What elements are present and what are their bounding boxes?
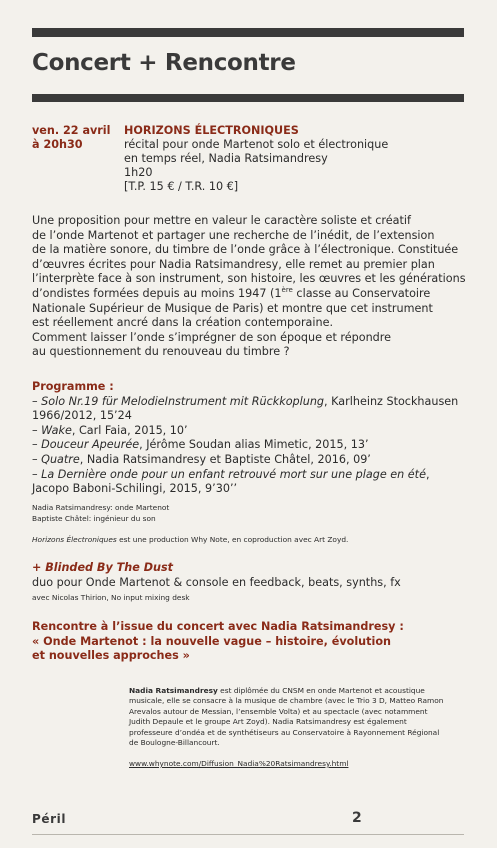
work-title: La Dernière onde pour un enfant retrouvé mort sur une plage en été (41, 467, 426, 481)
description-text: d’ondistes formées depuis au moins 1947 (1 (32, 286, 282, 300)
dash: – (32, 394, 42, 408)
blinded-heading: + Blinded By The Dust (32, 561, 173, 574)
work-details: , Jérôme Soudan alias Mimetic, 2015, 13’ (139, 438, 369, 452)
description-text: classe au Conservatoire (292, 286, 431, 300)
work-title: Douceur Apeurée (41, 438, 140, 452)
footer-rule (32, 834, 464, 835)
dash: – (32, 423, 42, 437)
bio-line: musicale, elle se consacre à la musique de chambre (avec le Trio 3 D, Matteo Ramon (129, 696, 444, 706)
top-rule (32, 28, 464, 37)
event-line: en temps réel, Nadia Ratsimandresy (124, 152, 328, 165)
superscript: ère (281, 285, 293, 294)
bio-line: professeure d’ondéa et de synthétiseurs au Conservatoire à Rayonnement Régional (129, 727, 440, 737)
description-line: est réellement ancré dans la création contemporaine. (32, 316, 334, 330)
page-number: 2 (352, 810, 362, 826)
dash: – (32, 438, 42, 452)
description-line: de l’onde Martenot et partager une recherche de l’inédit, de l’extension (32, 228, 435, 242)
programme-item (32, 453, 472, 468)
description-line: l’interprète face à son instrument, son histoire, les œuvres et les générations (32, 272, 466, 286)
event-time: à 20h30 (32, 138, 83, 151)
description-line (32, 287, 472, 302)
programme-section (32, 380, 472, 497)
work-details: , Karlheinz Stockhausen (324, 394, 459, 408)
rencontre-line: Rencontre à l’issue du concert avec Nadia Ratsimandresy : (32, 620, 404, 633)
description-line: Une proposition pour mettre en valeur le caractère soliste et créatif (32, 214, 411, 227)
programme-item (32, 438, 472, 453)
event-line: récital pour onde Martenot solo et électronique (124, 138, 389, 151)
event-details (124, 124, 388, 194)
work-title: Wake (41, 423, 72, 437)
work-details: , Carl Faia, 2015, 10’ (71, 423, 188, 437)
work-title: Quatre (41, 452, 80, 466)
programme-item-continuation (32, 482, 472, 497)
event-title: HORIZONS ÉLECTRONIQUES (124, 124, 299, 137)
event-day: ven. 22 avril (32, 124, 111, 137)
production-title: Horizons Électroniques (32, 535, 117, 544)
event-duration: 1h20 (124, 166, 153, 179)
bio-line: de Boulogne-Billancourt. (129, 738, 220, 748)
credit-line: Nadia Ratsimandresy: onde Martenot (32, 503, 170, 512)
footer-title: Péril (32, 812, 67, 826)
event-prices: [T.P. 15 € / T.R. 10 €] (124, 180, 239, 193)
dash: – (32, 467, 42, 481)
work-details: , Nadia Ratsimandresy et Baptiste Châtel, 2016, 09’ (79, 452, 371, 466)
blinded-credit: avec Nicolas Thirion, No input mixing desk (32, 593, 190, 603)
title-underline-rule (32, 94, 464, 102)
blinded-section (32, 561, 401, 604)
bio-paragraph (129, 686, 474, 748)
description-line: Comment laisser l’onde s’imprégner de son époque et répondre (32, 330, 391, 344)
work-details: , (425, 467, 430, 481)
bio-line: Judith Depaule et le groupe Art Zoyd). Nadia Ratsimandresy est également (129, 717, 407, 727)
bio-line: Arevalos autour de Messian, l’ensemble Volta) et au spectacle (avec notamment (129, 706, 428, 716)
programme-heading: Programme : (32, 380, 114, 393)
rencontre-section (32, 620, 404, 664)
bio-line (129, 686, 474, 696)
programme-item-continuation (32, 409, 472, 424)
description-line: d’œuvres écrites pour Nadia Ratsimandresy, elle remet au premier plan (32, 257, 435, 271)
bio-name: Nadia Ratsimandresy (129, 686, 218, 695)
work-details: Jacopo Baboni-Schilingi, 2015, 9’30’’ (32, 482, 238, 496)
description-line: au questionnement du renouveau du timbre ? (32, 345, 290, 359)
production-text: est une production Why Note, en coproduction avec Art Zoyd. (116, 535, 349, 544)
programme-item (32, 424, 472, 439)
description-paragraph (32, 214, 472, 360)
performer-credits (32, 503, 169, 524)
rencontre-line: et nouvelles approches » (32, 649, 190, 663)
dash: – (32, 452, 42, 466)
programme-item (32, 395, 472, 410)
credit-line: Baptiste Châtel: ingénieur du son (32, 513, 156, 523)
event-date (32, 124, 110, 152)
website-link[interactable]: www.whynote.com/Diffusion_Nadia%20Ratsimandresy.html (129, 759, 349, 768)
description-line: Nationale Supérieur de Musique de Paris) et montre que cet instrument (32, 301, 433, 315)
description-line: de la matière sonore, du timbre de l’onde grâce à l’électronique. Constituée (32, 243, 459, 257)
work-title: Solo Nr.19 für MelodieInstrument mit Rückkoplung (41, 394, 325, 408)
rencontre-line: « Onde Martenot : la nouvelle vague – histoire, évolution (32, 634, 391, 648)
blinded-line: duo pour Onde Martenot & console en feedback, beats, synths, fx (32, 575, 401, 589)
production-note (32, 535, 348, 545)
page-title: Concert + Rencontre (32, 50, 296, 76)
work-details: 1966/2012, 15’24 (32, 409, 132, 423)
bio-text: est diplômée du CNSM en onde Martenot et acoustique (217, 686, 425, 695)
programme-item (32, 468, 472, 483)
